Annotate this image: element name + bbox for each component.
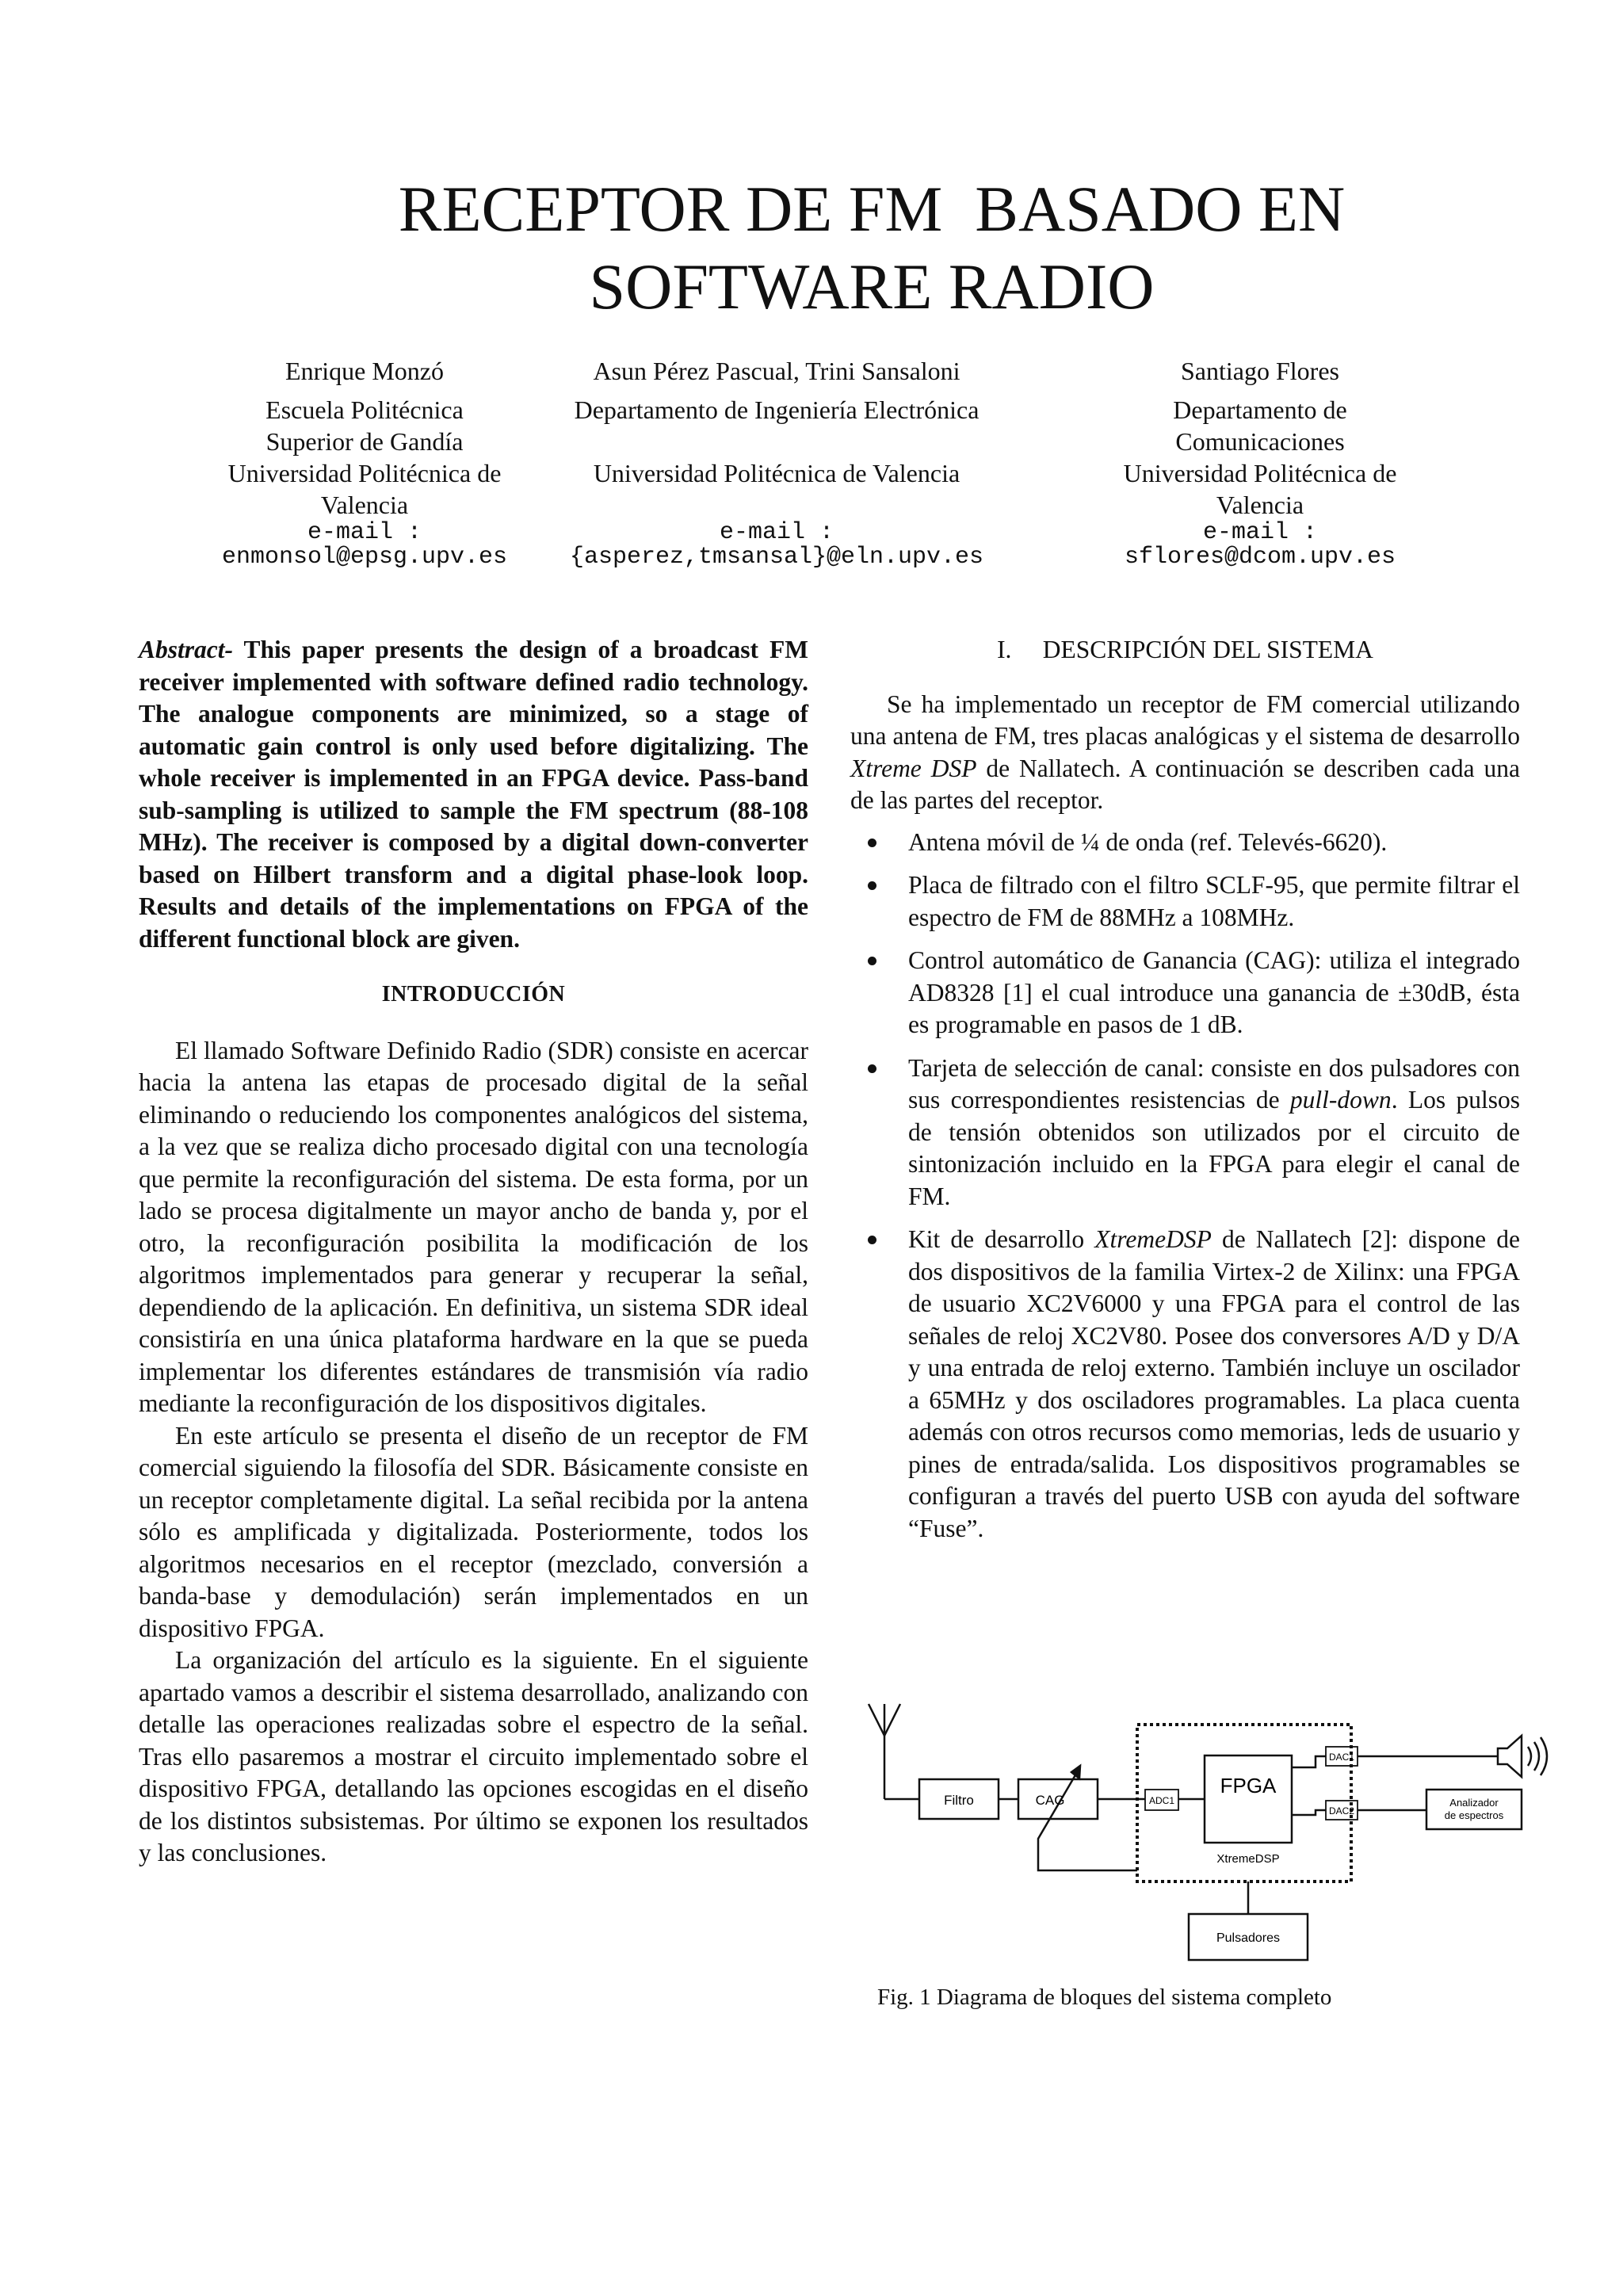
right-column (850, 634, 1520, 1556)
title-line-2: SOFTWARE RADIO (589, 250, 1155, 323)
analizador-label-2: de espectros (1444, 1809, 1504, 1821)
abstract (139, 634, 808, 955)
list-item-text: Placa de filtrado con el filtro SCLF-95, que permite filtrar el espectro de FM de 88MHz a 108MHz. (908, 871, 1520, 931)
list-item (850, 869, 1520, 934)
emphasis: XtremeDSP (1094, 1225, 1212, 1253)
xtremedsp-label: XtremeDSP (1216, 1852, 1280, 1866)
author-affiliation: Comunicaciones (1175, 427, 1345, 456)
list-item (850, 1052, 1520, 1213)
author-email[interactable]: {asperez,tmsansal}@eln.upv.es (569, 544, 984, 571)
bullet-icon (868, 957, 876, 965)
spacer (539, 489, 1014, 521)
dac2-label: DAC2 (1328, 1805, 1355, 1817)
email-label: e-mail : (719, 519, 834, 546)
agc-control-wire (1035, 1774, 1137, 1870)
wire (1292, 1810, 1326, 1815)
author-email[interactable]: enmonsol@epsg.upv.es (221, 544, 508, 571)
component-list (850, 827, 1520, 1545)
bullet-icon (868, 1064, 876, 1073)
list-item-text: de Nallatech [2]: dispone de dos dispositivos de la familia Virtex-2 de Xilinx: una FPGA de usuario XC2V6000 y una FPGA para el control de las señales de reloj XC2V80. Posee dos conversores A/D y D/A y una entrada de reloj externo. También incluye un oscilador a 65MHz y dos osciladores programables. La placa cuenta además con otros recursos como memorias, leds de usuario y pines de entrada/salida. Los dispositivos programables se configuran a través del puerto USB con ayuda del software “Fuse”. (908, 1225, 1520, 1542)
speaker-wave (1534, 1742, 1539, 1771)
list-item-text: Kit de desarrollo (908, 1225, 1095, 1253)
email-label: e-mail : (307, 519, 422, 546)
bullet-icon (868, 1236, 876, 1244)
speaker-wave (1541, 1737, 1547, 1775)
author-1 (198, 355, 531, 570)
author-3 (1094, 355, 1426, 570)
author-affiliation: Universidad Politécnica de Valencia (593, 459, 960, 487)
paper-title (238, 170, 1506, 326)
analizador-label-1: Analizador (1449, 1797, 1499, 1809)
author-affiliation: Universidad Politécnica de (1123, 459, 1397, 487)
fpga-label: FPGA (1220, 1774, 1277, 1797)
bullet-icon (868, 881, 876, 890)
list-item (850, 827, 1520, 859)
filtro-label: Filtro (944, 1793, 974, 1808)
author-name: Enrique Monzó (285, 357, 444, 385)
email-label: e-mail : (1202, 519, 1318, 546)
fpga-block (1205, 1755, 1292, 1843)
author-name: Asun Pérez Pascual, Trini Sansaloni (593, 357, 960, 385)
list-item-text: Control automático de Ganancia (CAG): utiliza el integrado AD8328 [1] el cual introduce una ganancia de ±30dB, ésta es programable en pasos de 1 dB. (908, 946, 1520, 1038)
abstract-lead: Abstract- (139, 636, 234, 663)
arrow-head-icon (1071, 1766, 1080, 1778)
intro-heading: INTRODUCCIÓN (381, 982, 566, 1007)
author-affiliation: Departamento de Ingeniería Electrónica (574, 395, 980, 424)
list-item-text: . Los pulsos de tensión obtenidos son utilizados por el circuito de sintonización incluido en la FPGA para elegir el canal de FM. (908, 1086, 1520, 1210)
text-span: de Nallatech. A continuación se describen cada una de las partes del receptor. (850, 754, 1520, 814)
section-1-heading: I. DESCRIPCIÓN DEL SISTEMA (997, 636, 1373, 663)
spacer (539, 426, 1014, 457)
adc1-label: ADC1 (1148, 1795, 1175, 1806)
intro-paragraph-2: En este artículo se presenta el diseño de un receptor de FM comercial siguiendo la filosofía del SDR. Básicamente consiste en un receptor completamente digital. La señal recibida por la antena sólo es amplificada y digitalizada. Posteriormente, todos los algoritmos necesarios en el receptor (mezclado, conversión a banda-base y demodulación) serán implementados en un dispositivo FPGA. (139, 1421, 808, 1642)
author-2 (539, 355, 1014, 570)
authors-block (198, 355, 1426, 585)
wire (1292, 1756, 1326, 1767)
title-line-1: RECEPTOR DE FM BASADO EN (398, 173, 1346, 245)
text-span: Se ha implementado un receptor de FM comercial utilizando una antena de FM, tres placas analógicas y el sistema de desarrollo (850, 690, 1520, 750)
author-affiliation: Valencia (1216, 491, 1304, 519)
author-affiliation: Departamento de (1173, 395, 1347, 424)
author-affiliation: Superior de Gandía (265, 427, 464, 456)
intro-paragraph-3: La organización del artículo es la siguiente. En el siguiente apartado vamos a describir el sistema desarrollado, analizando con detalle las operaciones realizadas sobre el espectro de la señal. Tras ello pasaremos a mostrar el circuito implementado sobre el dispositivo FPGA, detallando las opciones escogidas en el diseño de los distintos subsistemas. Por último se exponen los resultados y las conclusiones. (139, 1646, 808, 1866)
left-column (139, 634, 808, 1870)
figure-1-caption: Fig. 1 Diagrama de bloques del sistema completo (877, 1985, 1332, 2010)
section-1-paragraph (850, 689, 1520, 817)
list-item (850, 1224, 1520, 1545)
author-email[interactable]: sflores@dcom.upv.es (1124, 544, 1396, 571)
emphasis: pull-down (1289, 1086, 1392, 1114)
emphasis: Xtreme DSP (850, 754, 977, 782)
block-diagram-svg (856, 1672, 1553, 1973)
list-item-text: Tarjeta de selección de canal: consiste en dos pulsadores con sus correspondientes resistencias de (908, 1053, 1520, 1114)
intro-paragraph-1: El llamado Software Definido Radio (SDR) consiste en acercar hacia la antena las etapas de procesado digital de la señal eliminando o reduciendo los componentes analógicos del sistema, a la vez que se realiza dicho procesado digital con una tecnología que permite la reconfiguración del sistema. De esta forma, por un lado se procesa digitalmente un mayor ancho de banda y, por el otro, la reconfiguración posibilita la modificación de los algoritmos implementados para generar y recuperar la señal, dependiendo de la aplicación. En definitiva, un sistema SDR ideal consistiría en una única plataforma hardware en la que se pueda implementar los diferentes estándares de transmisión vía radio mediante la reconfiguración de los dispositivos digitales. (139, 1036, 808, 1417)
figure-1-block-diagram (856, 1672, 1553, 1973)
list-item (850, 945, 1520, 1041)
author-affiliation: Universidad Politécnica de (227, 459, 502, 487)
list-item-text: Antena móvil de ¼ de onda (ref. Televés-6620). (908, 827, 1388, 856)
cag-label: CAG (1035, 1793, 1065, 1808)
author-affiliation: Escuela Politécnica (265, 395, 464, 424)
speaker-wave (1528, 1747, 1531, 1766)
abstract-text: This paper presents the design of a broadcast FM receiver implemented with software defined radio technology. The analogue components are minimized, so a stage of automatic gain control is only used before digitalizing. The whole receiver is implemented in an FPGA device. Pass-band sub-sampling is utilized to sample the FM spectrum (88-108 MHz). The receiver is composed by a digital down-converter based on Hilbert transform and a digital phase-look loop. Results and details of the implementations on FPGA of the different functional block are given. (139, 636, 808, 953)
bullet-icon (868, 839, 876, 847)
speaker-icon (1498, 1736, 1522, 1777)
pulsadores-label: Pulsadores (1216, 1931, 1281, 1945)
author-affiliation: Valencia (320, 491, 409, 519)
author-name: Santiago Flores (1181, 357, 1339, 385)
dac1-label: DAC1 (1328, 1752, 1355, 1763)
